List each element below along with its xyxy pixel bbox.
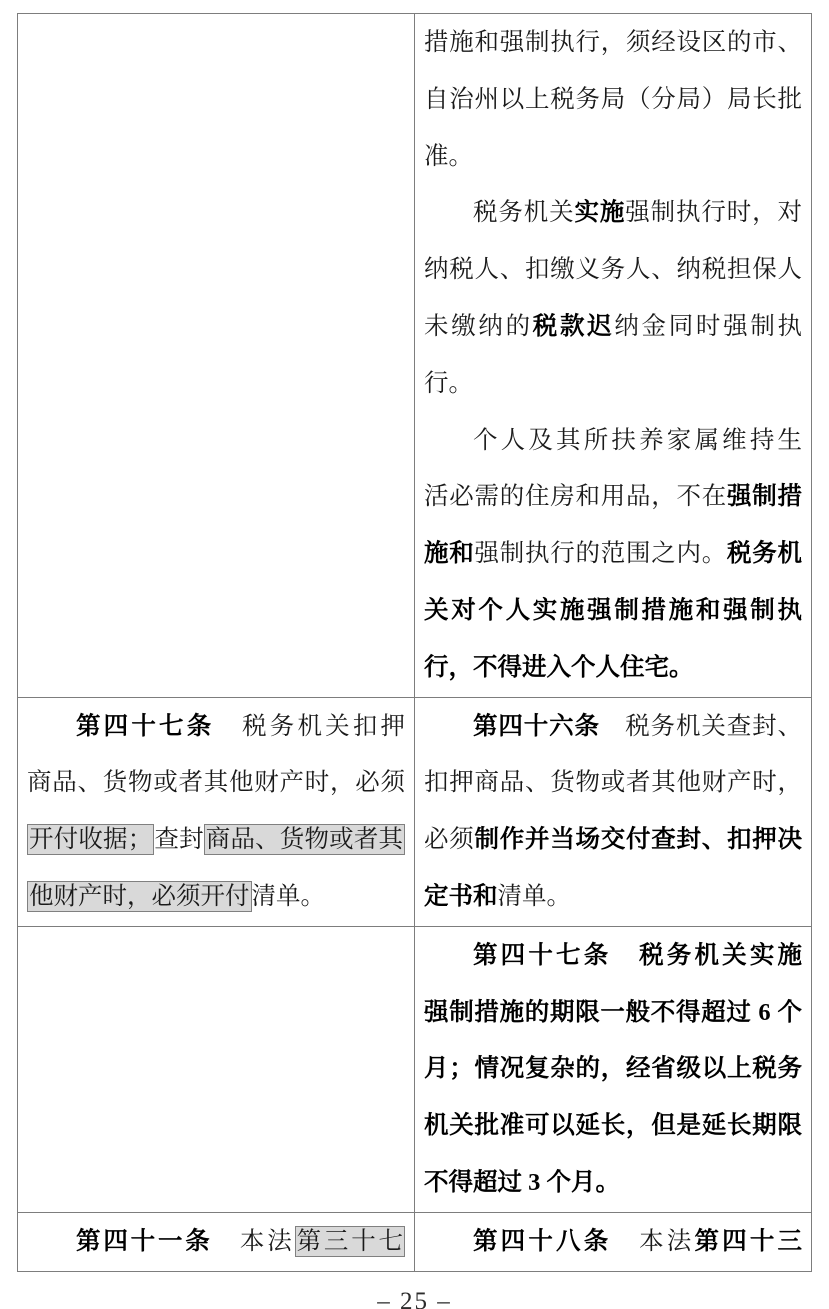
text-run: 制作并当场交付查封、扣押决 — [474, 826, 802, 854]
text-run: 实施 — [574, 199, 626, 227]
text-line — [424, 1041, 802, 1098]
table-row — [18, 14, 812, 698]
text-line — [424, 640, 802, 697]
text-line — [424, 755, 802, 812]
deleted-text-highlight: 他财产时，必须开付 — [29, 882, 250, 910]
text-run: 扣押商品、货物或者其他财产时， — [424, 769, 802, 797]
text-run: 第四十七条 税务机关实施 — [473, 941, 802, 969]
text-run: 强制执行的范围之内。 — [474, 540, 727, 568]
text-line — [424, 526, 802, 583]
text-line — [424, 1098, 802, 1155]
text-run: 税务机关查封、 — [599, 712, 802, 740]
table-cell-left — [18, 697, 415, 926]
table-row — [18, 926, 812, 1212]
text-run: 行。 — [424, 369, 473, 397]
text-line — [424, 869, 802, 926]
text-run: 月；情况复杂的，经省级以上税务 — [424, 1055, 802, 1083]
text-line — [27, 1214, 405, 1271]
text-line — [424, 299, 802, 356]
text-run: 第四十一条 — [76, 1227, 213, 1255]
deleted-text-highlight: 开付收据； — [29, 826, 153, 854]
text-run: 税务机关扣押 — [214, 712, 405, 740]
text-run: 强制措 — [727, 483, 802, 511]
text-line — [27, 755, 405, 812]
text-line — [424, 72, 802, 129]
table-row — [18, 1212, 812, 1271]
text-run: 清单。 — [497, 882, 571, 910]
text-run: 清单。 — [251, 882, 325, 910]
table-cell-right — [415, 14, 812, 698]
text-line — [27, 812, 405, 869]
text-run: 未缴纳的 — [424, 312, 533, 340]
text-run: 不得超过 3 个月。 — [424, 1168, 620, 1196]
text-run: 查封 — [154, 826, 204, 854]
text-line — [424, 242, 802, 299]
text-line — [424, 469, 802, 526]
text-run: 税款迟 — [532, 312, 615, 340]
table-cell-right — [415, 697, 812, 926]
text-run: 自治州以上税务局（分局）局长批 — [424, 85, 802, 113]
comparison-table-body — [18, 14, 812, 1272]
text-run: 定书和 — [424, 882, 498, 910]
text-run: 施和 — [424, 540, 475, 568]
text-run: 税务机关 — [473, 199, 575, 227]
text-run: 行，不得进入个人住宅。 — [424, 653, 694, 681]
text-line — [424, 583, 802, 640]
table-cell-left — [18, 1212, 415, 1271]
text-run: 纳金同时强制执 — [614, 312, 802, 340]
text-run: 活必需的住房和用品，不在 — [424, 483, 727, 511]
comparison-table — [17, 13, 812, 1272]
text-line — [424, 928, 802, 985]
text-run: 关对个人实施强制措施和强制执 — [424, 596, 802, 624]
text-line — [424, 1214, 802, 1271]
table-cell-left — [18, 926, 415, 1212]
text-line — [424, 985, 802, 1042]
deleted-text-highlight: 商品、货物或者其 — [205, 826, 404, 854]
deleted-text-highlight: 第三十七 — [296, 1227, 404, 1255]
page-number: – 25 – — [377, 1287, 452, 1309]
table-row — [18, 697, 812, 926]
text-run: 措施和强制执行，须经设区的市、 — [424, 29, 802, 56]
text-line — [424, 699, 802, 756]
table-cell-right — [415, 1212, 812, 1271]
page-footer — [0, 1288, 829, 1309]
text-line — [27, 699, 405, 756]
text-run: 强制执行时，对 — [625, 199, 802, 227]
text-run: 第四十七条 — [76, 712, 215, 740]
text-run: 本法 — [611, 1227, 695, 1255]
text-line — [424, 812, 802, 869]
text-run: 第四十六条 — [473, 712, 600, 740]
text-run: 个人及其所扶养家属维持生 — [473, 426, 802, 454]
text-line — [424, 1155, 802, 1212]
text-run: 必须 — [424, 826, 475, 854]
table-cell-right — [415, 926, 812, 1212]
text-run: 本法 — [212, 1227, 295, 1255]
text-run: 商品、货物或者其他财产时，必须 — [27, 769, 405, 797]
text-run: 机关批准可以延长，但是延长期限 — [424, 1112, 802, 1140]
text-run: 税务机 — [727, 540, 802, 568]
text-line — [424, 185, 802, 242]
document-page — [0, 13, 829, 1309]
text-line — [27, 869, 405, 926]
text-run: 强制措施的期限一般不得超过 6 个 — [424, 998, 802, 1026]
text-line — [424, 413, 802, 470]
text-line — [424, 356, 802, 413]
text-run: 准。 — [424, 142, 473, 170]
text-line — [424, 15, 802, 72]
text-run: 第四十八条 — [473, 1227, 612, 1255]
text-run: 第四十三 — [694, 1227, 802, 1255]
text-run: 纳税人、扣缴义务人、纳税担保人 — [424, 256, 802, 284]
table-cell-left — [18, 14, 415, 698]
text-line — [424, 129, 802, 186]
